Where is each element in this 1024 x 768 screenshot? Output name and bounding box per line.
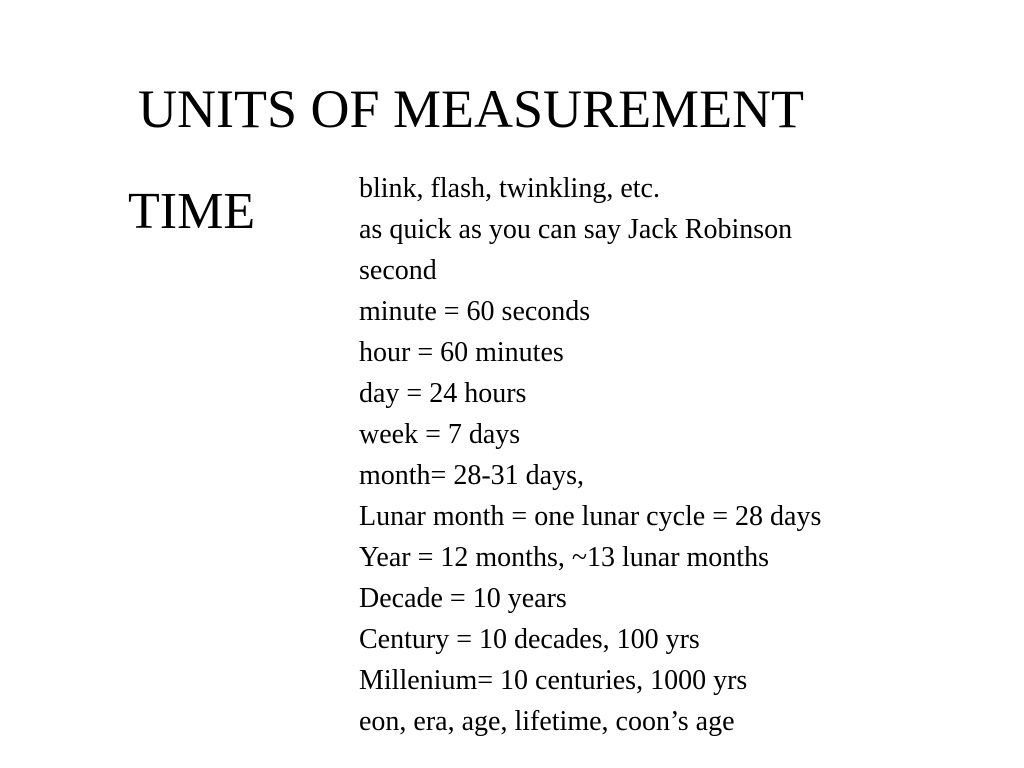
list-item: month= 28-31 days, xyxy=(359,460,584,491)
list-item: Decade = 10 years xyxy=(359,583,567,614)
list-item: Millenium= 10 centuries, 1000 yrs xyxy=(359,665,748,696)
list-item: Year = 12 months, ~13 lunar months xyxy=(359,542,769,573)
list-item: second xyxy=(359,255,437,286)
list-item: week = 7 days xyxy=(359,419,521,450)
list-item: as quick as you can say Jack Robinson xyxy=(359,214,793,245)
list-item: Lunar month = one lunar cycle = 28 days xyxy=(359,501,822,532)
list-item: hour = 60 minutes xyxy=(359,337,564,368)
list-item: day = 24 hours xyxy=(359,378,527,409)
slide-title: UNITS OF MEASUREMENT xyxy=(138,79,805,139)
list-item: minute = 60 seconds xyxy=(359,296,591,327)
list-item: eon, era, age, lifetime, coon’s age xyxy=(359,706,735,737)
list-item: blink, flash, twinkling, etc. xyxy=(359,173,660,204)
list-item: Century = 10 decades, 100 yrs xyxy=(359,624,700,655)
time-units-list xyxy=(359,168,999,742)
section-label-time: TIME xyxy=(128,183,256,240)
